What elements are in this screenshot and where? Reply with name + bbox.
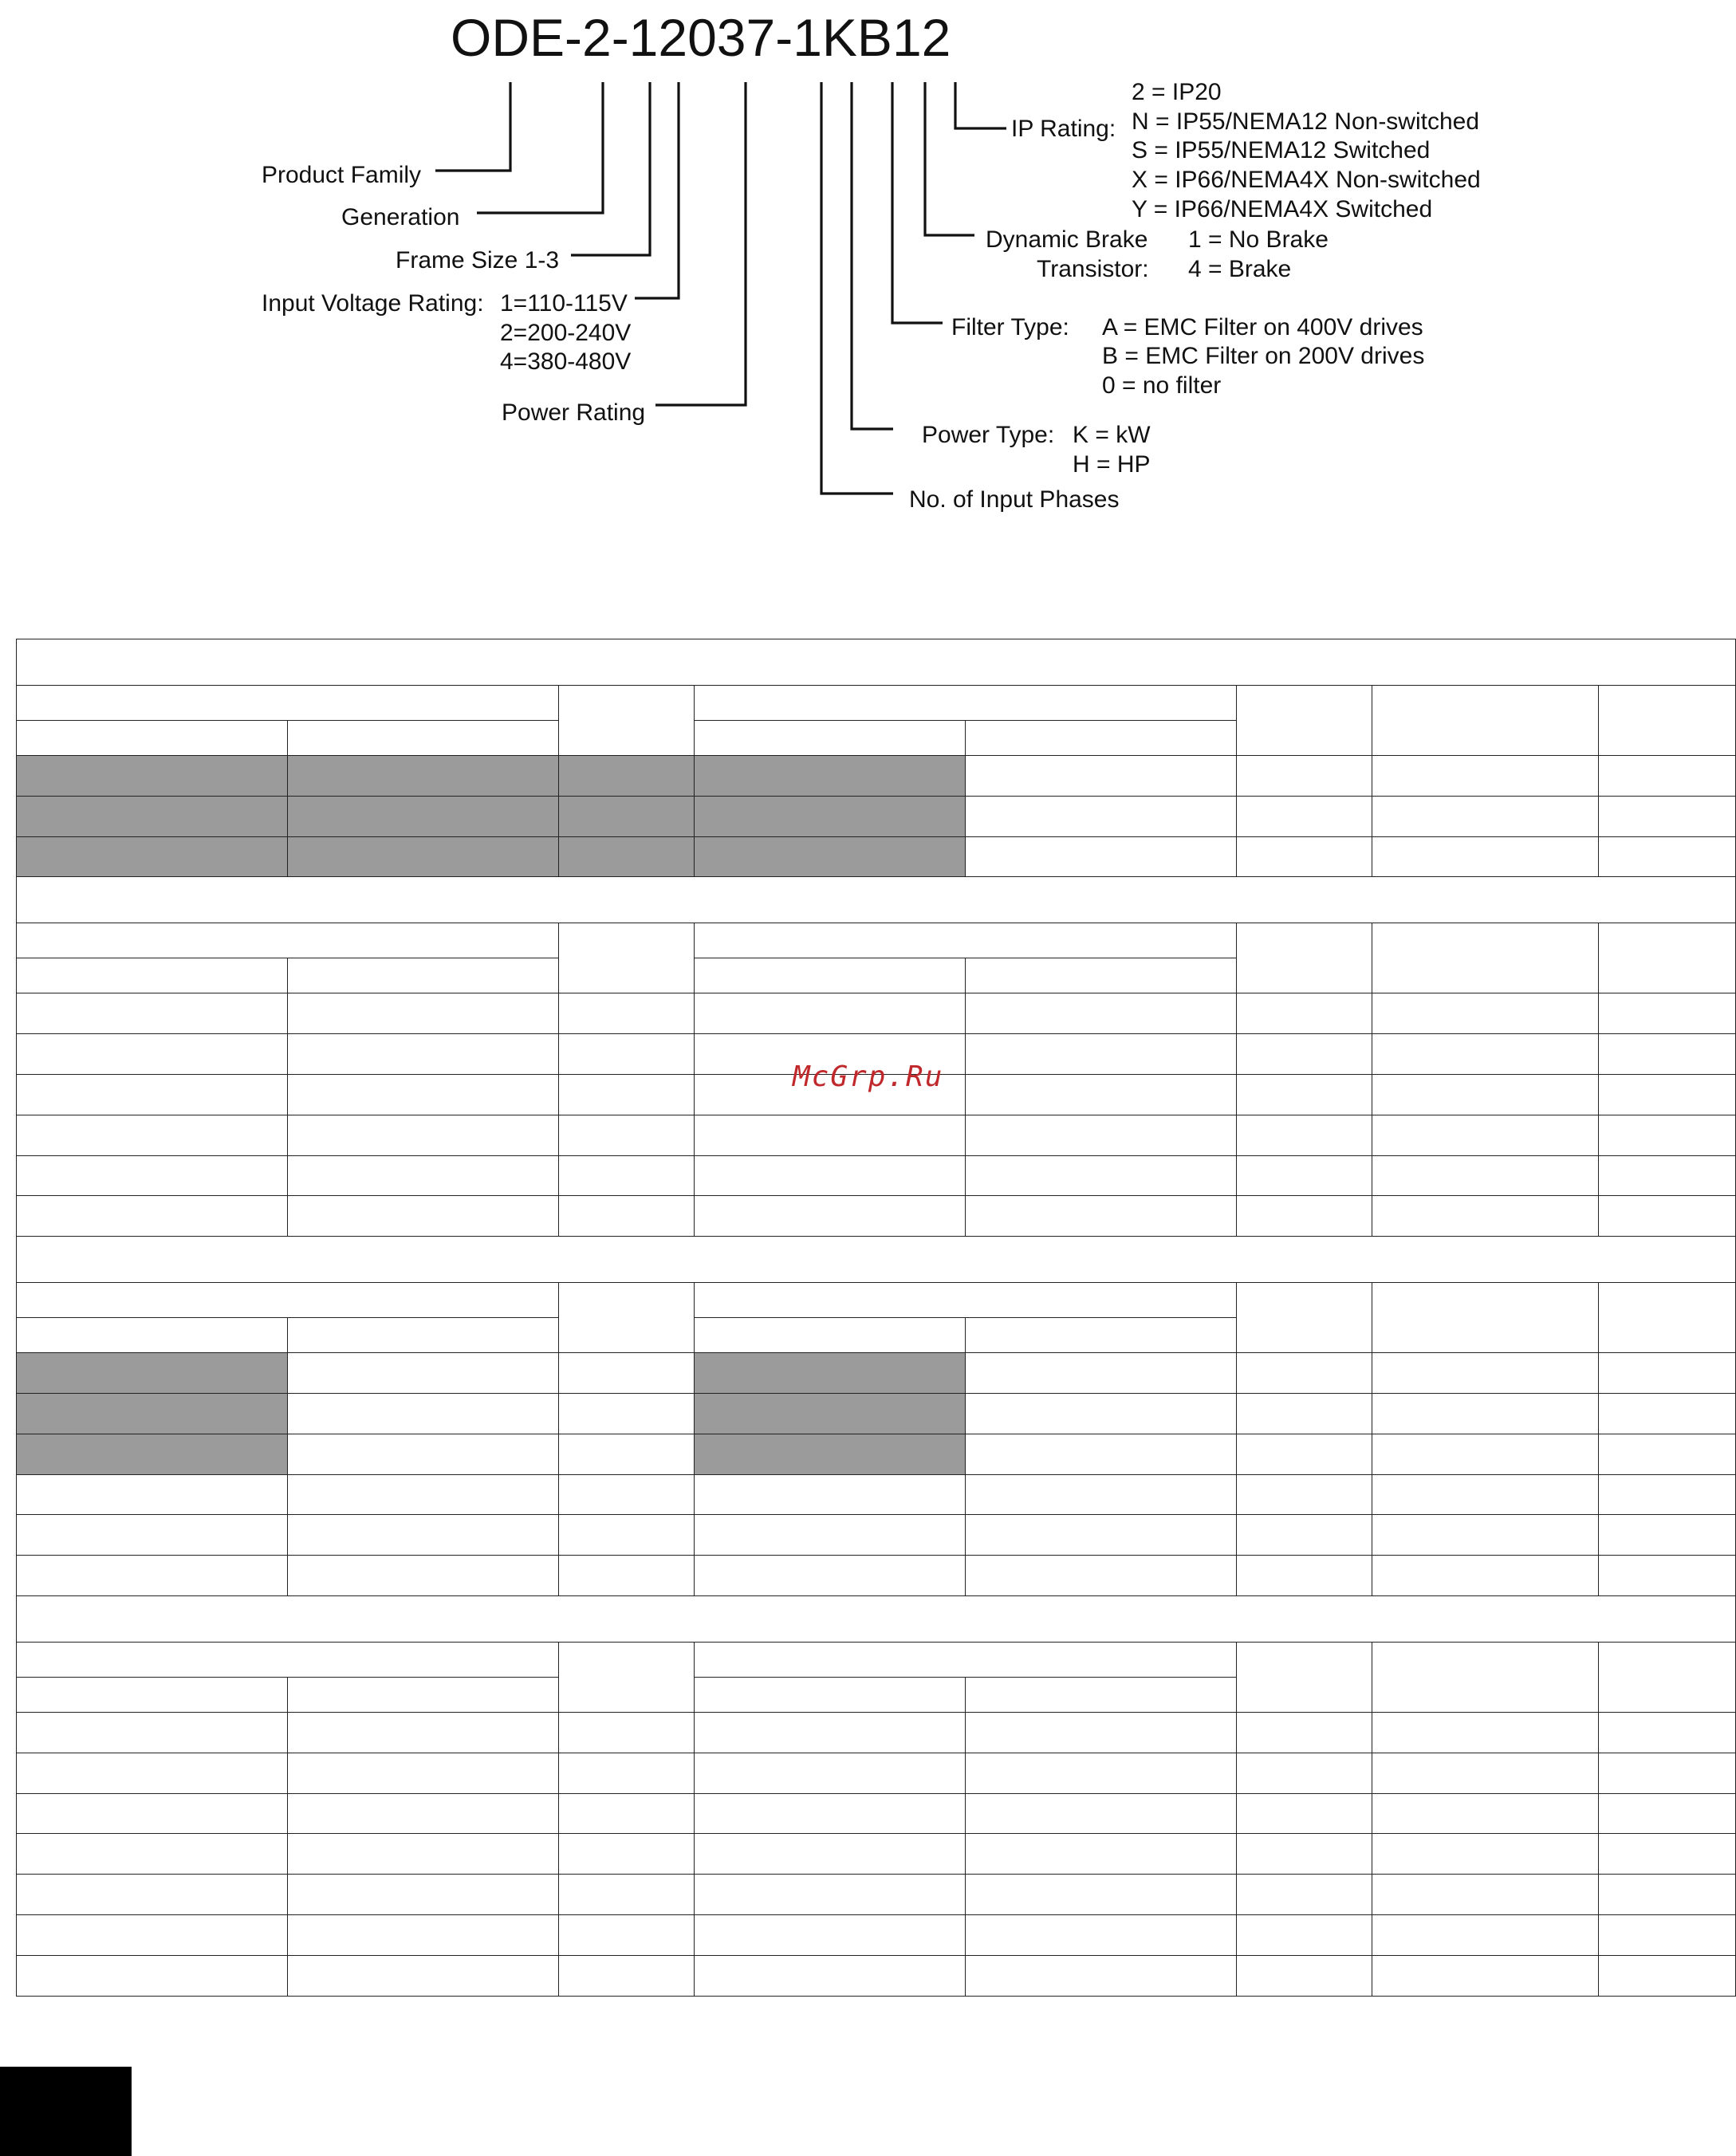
header-cell [695,1283,1237,1318]
table-cell [695,1434,966,1474]
section-title-row [17,1595,1736,1642]
header-cell [559,1642,695,1712]
table-cell [1372,1793,1599,1834]
table-cell [288,1034,559,1075]
table-cell [966,993,1237,1034]
section-title-row [17,1237,1736,1283]
table-cell [1372,756,1599,797]
table-row [17,1712,1736,1753]
section-title-row [17,639,1736,686]
table-cell [695,1515,966,1556]
table-cell [1237,1034,1372,1075]
header-row [17,686,1736,721]
table-cell [966,1155,1237,1196]
label-dynamic-brake: Dynamic Brake [986,226,1148,253]
table-cell [1237,1753,1372,1793]
table-cell [17,1556,288,1596]
table-cell [17,1793,288,1834]
table-cell [17,1034,288,1075]
table-cell [1237,1712,1372,1753]
table-cell [966,1115,1237,1155]
table-row [17,1793,1736,1834]
header-cell [288,721,559,756]
table-cell [966,1875,1237,1915]
input-voltage-option: 1=110-115V [500,290,628,317]
table-cell [559,796,695,836]
table-cell [17,1155,288,1196]
brake-option: 4 = Brake [1188,256,1292,282]
table-cell [288,756,559,797]
table-cell [1372,1353,1599,1394]
table-cell [966,1434,1237,1474]
table-cell [966,1712,1237,1753]
table-cell [559,1434,695,1474]
table-cell [1599,1914,1736,1955]
table-cell [1599,1393,1736,1434]
table-cell [17,1712,288,1753]
table-row [17,1515,1736,1556]
header-cell [1372,923,1599,993]
table-cell [1237,1155,1372,1196]
table-cell [17,1353,288,1394]
table-cell [1372,1914,1599,1955]
table-cell [966,1556,1237,1596]
table-cell [1237,1353,1372,1394]
table-cell [288,1196,559,1237]
filter-option: 0 = no filter [1102,372,1222,399]
table-row [17,1834,1736,1875]
table-row [17,1875,1736,1915]
table-cell [1372,836,1599,877]
brake-option: 1 = No Brake [1188,226,1329,253]
table-cell [695,993,966,1034]
table-cell [695,1955,966,1996]
header-cell [559,1283,695,1353]
table-cell [1372,1434,1599,1474]
table-cell [695,1834,966,1875]
table-cell [288,1834,559,1875]
table-cell [17,1834,288,1875]
header-cell [17,1642,559,1677]
ip-rating-option: Y = IP66/NEMA4X Switched [1132,196,1433,222]
table-cell [288,1955,559,1996]
header-cell [1599,686,1736,756]
table-cell [559,993,695,1034]
header-cell [17,958,288,993]
table-cell [695,1393,966,1434]
table-cell [17,1115,288,1155]
power-type-option: H = HP [1073,451,1151,478]
header-cell [695,1318,966,1353]
table-cell [966,1034,1237,1075]
table-cell [17,796,288,836]
table-cell [288,1353,559,1394]
table-cell [288,1115,559,1155]
table-cell [288,1515,559,1556]
table-cell [695,1155,966,1196]
table-cell [559,1474,695,1515]
table-cell [1372,1074,1599,1115]
table-cell [288,796,559,836]
section-title-row [17,877,1736,923]
table-cell [1599,1875,1736,1915]
table-cell [966,836,1237,877]
header-cell [1372,1283,1599,1353]
table-cell [1372,993,1599,1034]
table-cell [1372,1155,1599,1196]
table-row [17,836,1736,877]
table-cell [17,836,288,877]
table-cell [559,1834,695,1875]
header-cell [288,1318,559,1353]
header-cell [288,958,559,993]
header-cell [17,923,559,958]
table-cell [1599,1074,1736,1115]
label-filter-type: Filter Type: [951,314,1069,340]
table-cell [1372,1034,1599,1075]
label-input-voltage: Input Voltage Rating: [262,290,484,317]
table-row [17,1196,1736,1237]
table-cell [1372,1196,1599,1237]
table-cell [966,1196,1237,1237]
section-title-cell [17,639,1736,686]
header-cell [966,958,1237,993]
table-cell [559,1034,695,1075]
table-cell [559,1955,695,1996]
table-cell [695,1712,966,1753]
label-ip-rating: IP Rating: [1011,116,1116,142]
table-cell [1237,1074,1372,1115]
table-cell [1599,1556,1736,1596]
table-cell [559,1115,695,1155]
table-cell [1372,1515,1599,1556]
table-cell [1237,1875,1372,1915]
table-cell [1599,1434,1736,1474]
table-cell [17,1515,288,1556]
label-brake-transistor: Transistor: [1037,256,1149,282]
watermark: McGrp.Ru [793,1060,944,1093]
table-cell [1237,1955,1372,1996]
table-cell [559,1712,695,1753]
table-cell [966,796,1237,836]
table-cell [1372,1753,1599,1793]
header-cell [695,923,1237,958]
filter-option: B = EMC Filter on 200V drives [1102,343,1425,369]
table-cell [966,1474,1237,1515]
table-cell [966,1914,1237,1955]
table-cell [1372,796,1599,836]
table-cell [1237,1515,1372,1556]
table-row [17,756,1736,797]
table-cell [17,1474,288,1515]
table-cell [966,1834,1237,1875]
table-cell [1599,1196,1736,1237]
table-row [17,1115,1736,1155]
table-cell [1237,1914,1372,1955]
header-cell [17,686,559,721]
table-cell [966,1753,1237,1793]
header-cell [1237,686,1372,756]
table-cell [1599,1712,1736,1753]
table-cell [966,1074,1237,1115]
ip-rating-option: N = IP55/NEMA12 Non-switched [1132,108,1480,135]
table-cell [1599,1834,1736,1875]
section-title-cell [17,877,1736,923]
table-row [17,1353,1736,1394]
header-cell [288,1677,559,1712]
table-cell [1372,1955,1599,1996]
table-cell [1237,756,1372,797]
table-cell [559,1515,695,1556]
table-cell [1599,756,1736,797]
table-cell [1237,993,1372,1034]
ip-rating-option: S = IP55/NEMA12 Switched [1132,137,1431,163]
header-cell [1237,923,1372,993]
table-cell [288,1074,559,1115]
table-row [17,1955,1736,1996]
table-row [17,993,1736,1034]
header-cell [17,1677,288,1712]
table-cell [559,836,695,877]
header-cell [17,1318,288,1353]
header-cell [695,1642,1237,1677]
header-cell [559,923,695,993]
table-cell [1599,993,1736,1034]
table-cell [288,1875,559,1915]
table-cell [1372,1556,1599,1596]
callout-lines [435,82,1006,494]
header-cell [695,958,966,993]
table-cell [695,1196,966,1237]
section-title-cell [17,1237,1736,1283]
table-cell [559,1393,695,1434]
header-cell [1237,1642,1372,1712]
table-cell [559,1353,695,1394]
table-cell [559,1753,695,1793]
label-power-rating: Power Rating [502,399,646,426]
table-cell [695,796,966,836]
table-cell [288,1155,559,1196]
table-cell [559,1875,695,1915]
input-voltage-option: 4=380-480V [500,348,632,375]
table-cell [695,1474,966,1515]
table-cell [559,1914,695,1955]
table-cell [1237,1793,1372,1834]
table-row [17,1474,1736,1515]
table-cell [1599,1793,1736,1834]
table-cell [695,1914,966,1955]
header-cell [966,721,1237,756]
label-frame-size: Frame Size 1-3 [396,247,560,273]
table-cell [1372,1875,1599,1915]
input-voltage-option: 2=200-240V [500,320,632,346]
header-cell [1599,923,1736,993]
table-cell [288,1434,559,1474]
header-cell [1237,1283,1372,1353]
table-cell [559,1793,695,1834]
table-cell [17,1393,288,1434]
table-cell [17,1875,288,1915]
table-cell [1237,1556,1372,1596]
table-cell [17,1914,288,1955]
table-cell [288,1793,559,1834]
table-cell [1599,1353,1736,1394]
table-row [17,1155,1736,1196]
table-cell [288,1753,559,1793]
header-cell [1372,1642,1599,1712]
table-row [17,1434,1736,1474]
table-row [17,1556,1736,1596]
table-row [17,1753,1736,1793]
table-cell [695,1353,966,1394]
table-cell [559,756,695,797]
table-cell [1372,1393,1599,1434]
product-code: ODE-2-12037-1KB12 [451,8,951,67]
header-cell [695,686,1237,721]
header-cell [695,721,966,756]
table-cell [695,1556,966,1596]
header-cell [966,1318,1237,1353]
header-row [17,923,1736,958]
header-cell [695,1677,966,1712]
table-cell [695,1115,966,1155]
table-cell [1237,1834,1372,1875]
table-cell [1372,1115,1599,1155]
header-cell [966,1677,1237,1712]
power-type-option: K = kW [1073,422,1151,448]
ip-rating-option: 2 = IP20 [1132,79,1222,105]
page-tab-marker [0,2067,132,2156]
table-cell [1237,1393,1372,1434]
table-cell [1599,796,1736,836]
table-cell [288,1712,559,1753]
label-generation: Generation [341,204,460,230]
table-row [17,1914,1736,1955]
table-cell [966,1393,1237,1434]
header-cell [1599,1283,1736,1353]
label-input-phases: No. of Input Phases [909,486,1120,513]
filter-option: A = EMC Filter on 400V drives [1102,314,1423,340]
table-cell [1599,1155,1736,1196]
table-cell [1372,1834,1599,1875]
header-cell [559,686,695,756]
table-cell [1237,1434,1372,1474]
table-row [17,1393,1736,1434]
table-cell [288,836,559,877]
label-product-family: Product Family [262,162,422,188]
header-cell [17,1283,559,1318]
table-cell [288,993,559,1034]
table-row [17,796,1736,836]
table-cell [1599,1474,1736,1515]
table-cell [1599,1034,1736,1075]
header-cell [1599,1642,1736,1712]
ratings-table [16,639,1736,1997]
table-cell [559,1556,695,1596]
table-cell [1237,1115,1372,1155]
table-cell [966,1793,1237,1834]
ip-rating-option: X = IP66/NEMA4X Non-switched [1132,167,1481,193]
table-cell [1599,836,1736,877]
table-cell [288,1393,559,1434]
label-power-type: Power Type: [922,422,1055,448]
table-cell [1237,836,1372,877]
table-cell [288,1556,559,1596]
table-cell [1372,1712,1599,1753]
table-cell [1599,1515,1736,1556]
table-cell [695,1793,966,1834]
table-cell [1237,796,1372,836]
table-cell [695,756,966,797]
table-cell [966,756,1237,797]
table-cell [17,1196,288,1237]
table-cell [1599,1753,1736,1793]
header-cell [17,721,288,756]
header-row [17,1642,1736,1677]
table-cell [17,993,288,1034]
table-cell [966,1515,1237,1556]
table-cell [966,1353,1237,1394]
section-title-cell [17,1595,1736,1642]
table-cell [288,1914,559,1955]
table-cell [559,1196,695,1237]
table-cell [17,1753,288,1793]
table-cell [559,1074,695,1115]
table-cell [288,1474,559,1515]
table-cell [17,1955,288,1996]
table-cell [1372,1474,1599,1515]
header-row [17,1283,1736,1318]
table-cell [559,1155,695,1196]
table-cell [17,1074,288,1115]
table-cell [1599,1955,1736,1996]
part-number-diagram [0,0,1736,558]
table-cell [695,836,966,877]
table-cell [17,1434,288,1474]
table-cell [966,1955,1237,1996]
header-cell [1372,686,1599,756]
table-cell [1599,1115,1736,1155]
table-cell [695,1753,966,1793]
table-cell [1237,1196,1372,1237]
table-cell [695,1875,966,1915]
table-cell [1237,1474,1372,1515]
table-cell [17,756,288,797]
